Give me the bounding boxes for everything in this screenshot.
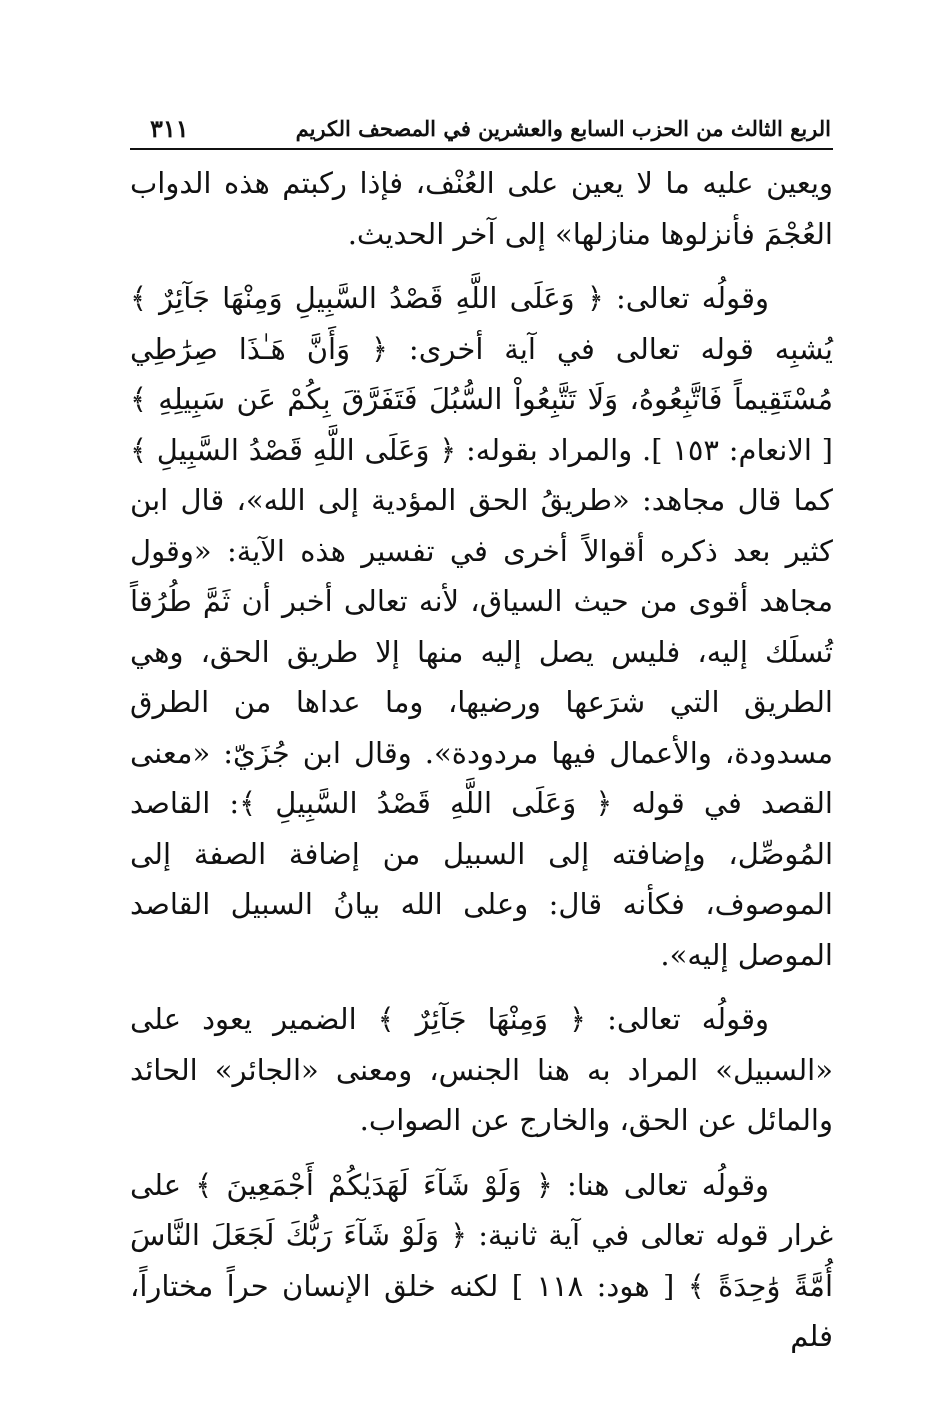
page-number: ٣١١ [150,114,189,143]
paragraph-continuation: ويعين عليه ما لا يعين على العُنْف، فإذا ركبتم هذه الدواب العُجْمَ فأنزلوها منازلها» إلى آخر الحديث. [130,166,833,251]
book-page [130,108,833,1362]
running-title: الربع الثالث من الحزب السابع والعشرين في المصحف الكريم [295,116,831,141]
paragraph-deviating-path: وقولُه تعالى: ﴿ وَمِنْهَا جَآئِرٌ ﴾ الضمير يعود على «السبيل» المراد به هنا الجنس، ومعنى «الجائر» الحائد والمائل عن الحق، والخارج عن الصواب. [130,1002,833,1137]
running-header [130,108,833,150]
paragraph-straight-path: وقولُه تعالى: ﴿ وَعَلَى اللَّهِ قَصْدُ السَّبِيلِ وَمِنْهَا جَآئِرٌ ﴾ يُشبِه قوله تعالى في آية أخرى: ﴿ وَأَنَّ هَـٰذَا صِرَٰطِي مُسْتَقِيماً فَاتَّبِعُوهُ، وَلَا تَتَّبِعُواْ السُّبُلَ فَتَفَرَّقَ بِكُمْ عَن سَبِيلِهِ ﴾ [ الانعام: ١٥٣ ]. والمراد بقوله: ﴿ وَعَلَى اللَّهِ قَصْدُ السَّبِيلِ ﴾ كما قال مجاهد: «طريقُ الحق المؤدية إلى الله»، قال ابن كثير بعد ذكره أقوالاً أخرى في تفسير هذه الآية: «وقول مجاهد أقوى من حيث السياق، لأنه تعالى أخبر أن ثَمَّ طُرُقاً تُسلَك إليه، فليس يصل إليه منها إلا طريق الحق، وهي الطريق التي شرَعها ورضيها، وما عداها من الطرق مسدودة، والأعمال فيها مردودة». وقال ابن جُزَيّ: «معنى القصد في قوله ﴿ وَعَلَى اللَّهِ قَصْدُ السَّبِيلِ ﴾: القاصد المُوصِّل، وإضافته إلى السبيل من إضافة الصفة إلى الموصوف، فكأنه قال: وعلى الله بيانُ السبيل القاصد الموصل إليه». [130,281,833,972]
body-text [130,158,833,1362]
paragraph-divine-will: وقولُه تعالى هنا: ﴿ وَلَوْ شَآءَ لَهَدَيٰكُمْ أَجْمَعِينَ ﴾ على غرار قوله تعالى في آية ثانية: ﴿ وَلَوْ شَآءَ رَبُّكَ لَجَعَلَ النَّاسَ أُمَّةً وَٰحِدَةً ﴾ [ هود: ١١٨ ] لكنه خلق الإنسان حراً مختاراً، فلم [130,1167,834,1353]
